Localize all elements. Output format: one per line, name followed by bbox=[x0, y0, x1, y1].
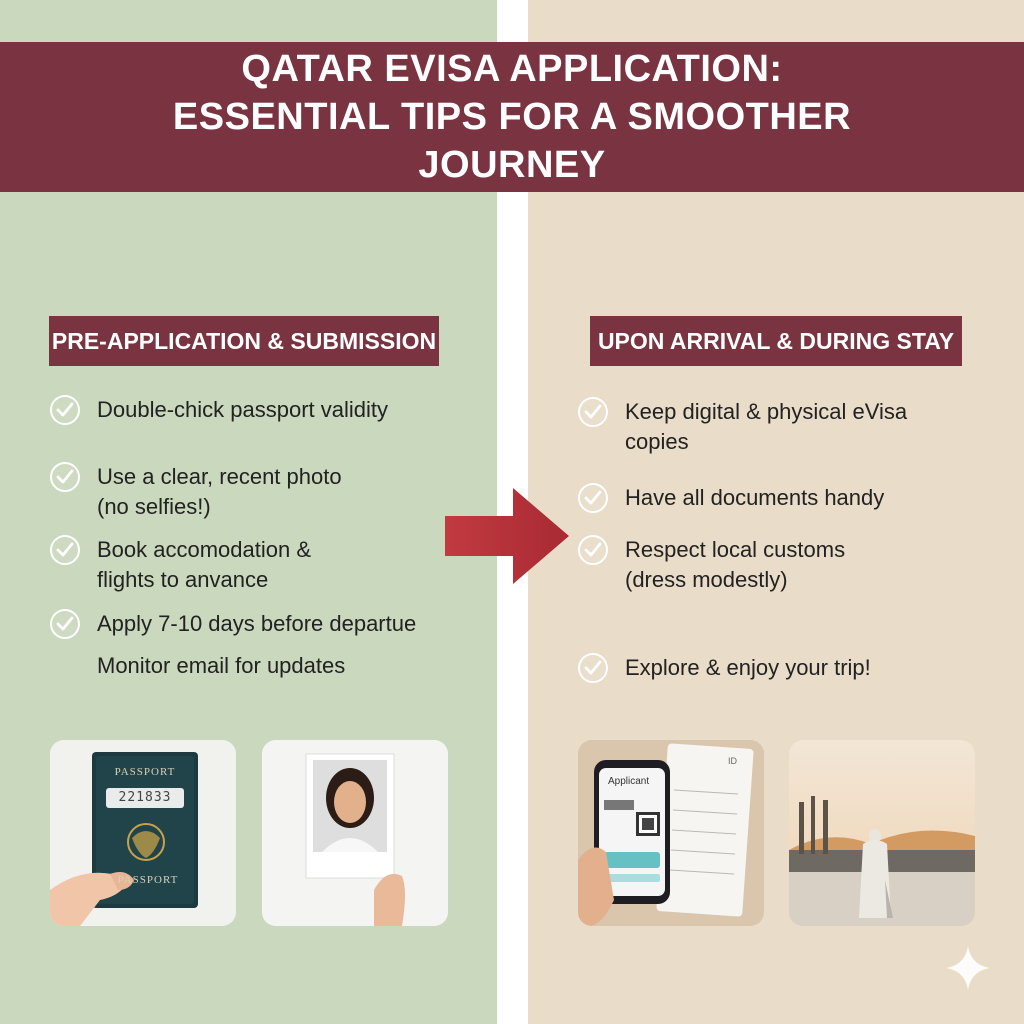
list-item bbox=[578, 397, 907, 457]
portrait-photo bbox=[262, 740, 448, 926]
check-circle-icon bbox=[50, 462, 80, 492]
check-circle-icon bbox=[578, 535, 608, 565]
check-circle-icon bbox=[50, 395, 80, 425]
list-item bbox=[578, 483, 884, 513]
desert-traveler-photo bbox=[789, 740, 975, 926]
list-item-text: Explore & enjoy your trip! bbox=[625, 655, 871, 680]
list-item bbox=[50, 462, 342, 522]
list-item bbox=[50, 395, 388, 425]
list-item bbox=[50, 651, 345, 681]
passport-number: 221833 bbox=[118, 790, 172, 805]
sparkle-icon bbox=[944, 944, 992, 992]
check-circle-icon bbox=[578, 483, 608, 513]
check-circle-icon bbox=[50, 609, 80, 639]
page-title: QATAR EVISA APPLICATION: ESSENTIAL TIPS FOR A SMOOTHER JOURNEY bbox=[172, 48, 852, 186]
list-item-text: Book accomodation & flights to anvance bbox=[97, 537, 312, 592]
arrow-right-icon bbox=[445, 488, 573, 584]
list-item-text: Monitor email for updates bbox=[97, 653, 346, 678]
section-heading-pre-application: PRE-APPLICATION & SUBMISSION bbox=[49, 316, 439, 366]
evisa-phone-photo bbox=[578, 740, 764, 926]
list-item bbox=[578, 535, 845, 595]
check-circle-icon bbox=[50, 535, 80, 565]
list-item bbox=[50, 609, 416, 639]
check-circle-icon bbox=[578, 397, 608, 427]
list-item bbox=[578, 653, 871, 683]
phone-document-illustration bbox=[578, 740, 764, 926]
list-item-text: Use a clear, recent photo (no selfies!) bbox=[97, 464, 342, 519]
list-item-text: Respect local customs (dress modestly) bbox=[625, 537, 846, 592]
phone-app-header: Applicant bbox=[608, 776, 650, 787]
desert-illustration bbox=[789, 740, 975, 926]
passport-cover-top-text: PASSPORT bbox=[114, 766, 176, 778]
list-item-text: Have all documents handy bbox=[625, 485, 885, 510]
list-item-text: Apply 7-10 days before departue bbox=[97, 611, 417, 636]
section-heading-arrival: UPON ARRIVAL & DURING STAY bbox=[590, 316, 962, 366]
passport-cover-title: PASSPORT bbox=[117, 874, 179, 886]
portrait-illustration bbox=[262, 740, 448, 926]
list-item bbox=[50, 535, 311, 595]
list-item-text: Keep digital & physical eVisa copies bbox=[625, 399, 908, 454]
list-item-text: Double-chick passport validity bbox=[97, 397, 389, 422]
title-banner bbox=[0, 42, 1024, 192]
passport-photo bbox=[50, 740, 236, 926]
document-tag: ID bbox=[728, 756, 737, 766]
check-circle-icon bbox=[578, 653, 608, 683]
